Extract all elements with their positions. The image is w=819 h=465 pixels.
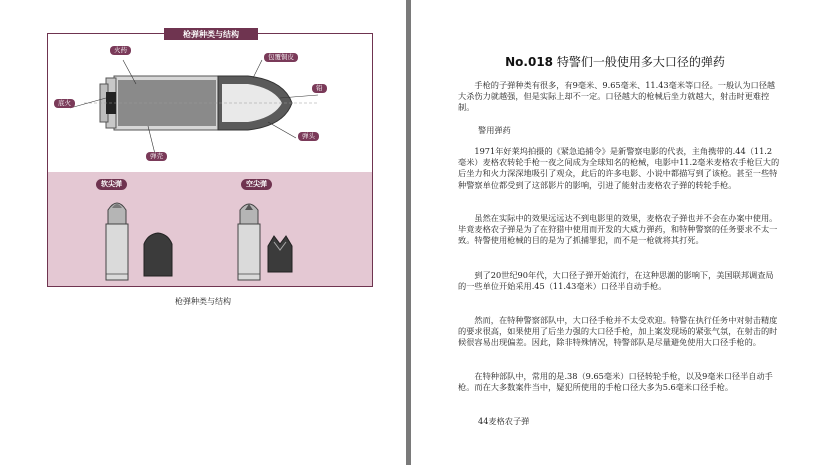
left-page (0, 0, 406, 465)
label-powder: 火药 (110, 46, 131, 55)
bullet-types-panel (48, 172, 372, 286)
paragraph-5: 然而，在特种警察部队中，大口径手枪并不太受欢迎。特警在执行任务中对射击精度的要求很高，如果使用了后坐力强的大口径手枪，加上案发现场的紧张气氛，在射击的时候很容易出现偏差。因此，除非特殊情况，特警部队是尽量避免使用大口径手枪的。 (458, 315, 778, 348)
label-casing: 弹壳 (146, 152, 167, 161)
bullet-structure-figure (47, 30, 373, 287)
article-title-text: 特警们一般使用多大口径的弹药 (553, 55, 725, 69)
figure-title: 枪弹种类与结构 (164, 28, 258, 41)
subheading-police-ammo: 警用弹药 (478, 125, 511, 135)
bullet-cross-section-panel (48, 40, 372, 171)
paragraph-2: 1971年好莱坞拍摄的《紧急追捕令》是新警察电影的代表，主角携带的.44（11.2毫米）麦格农转轮手枪一夜之间成为全球知名的枪械，电影中11.2毫米麦格农手枪巨大的后坐力和火力深深地吸引了观众，此后的许多电影、小说中都描写到了该枪。甚至一些特种警察单位都受到了这部影片的影响，引进了能射击麦格农子弹的转轮手枪。 (458, 146, 780, 190)
bullet-types-illustration (48, 172, 372, 286)
soft-point-label: 软尖弹 (96, 179, 127, 190)
right-page (411, 0, 819, 465)
label-copper-jacket: 包覆铜皮 (264, 53, 298, 62)
paragraph-4: 到了20世纪90年代，大口径子弹开始流行，在这种思潮的影响下，美国联邦调查局的一些单位开始采用.45（11.43毫米）口径半自动手枪。 (458, 270, 774, 292)
soft-point-cartridge (106, 203, 128, 280)
hollow-point-cartridge (238, 204, 260, 280)
label-primer: 底火 (54, 99, 75, 108)
paragraph-3: 虽然在实际中的效果远远达不到电影里的效果，麦格农子弹也并不会在办案中使用。毕竟麦格农子弹是为了在狩猎中使用而开发的大威力弹药，和特种警察的任务要求不太一致。特警使用枪械的目的是为了抓捕罪犯，而不是一枪就将其打死。 (458, 213, 778, 246)
article-title (411, 53, 819, 70)
paragraph-6: 在特种部队中，常用的是.38（9.65毫米）口径转轮手枪，以及9毫米口径半自动手枪。而在大多数案件当中，疑犯所使用的手枪口径大多为5.6毫米口径手枪。 (458, 371, 773, 393)
figure-caption: 枪弹种类与结构 (175, 297, 231, 306)
article-number: No.018 (505, 55, 554, 69)
subheading-44-magnum: 44麦格农子弹 (478, 416, 530, 426)
hollow-point-label: 空尖弹 (241, 179, 272, 190)
label-lead: 铅 (312, 84, 327, 93)
bullet-cross-section-diagram (48, 40, 372, 171)
label-bullet-head: 弹头 (298, 132, 319, 141)
paragraph-1: 手枪的子弹种类有很多，有9毫米、9.65毫米、11.43毫米等口径。一般认为口径越大杀伤力就越强，但是实际上却不一定。口径越大的枪械后坐力就越大，射击时更难控制。 (458, 80, 776, 113)
